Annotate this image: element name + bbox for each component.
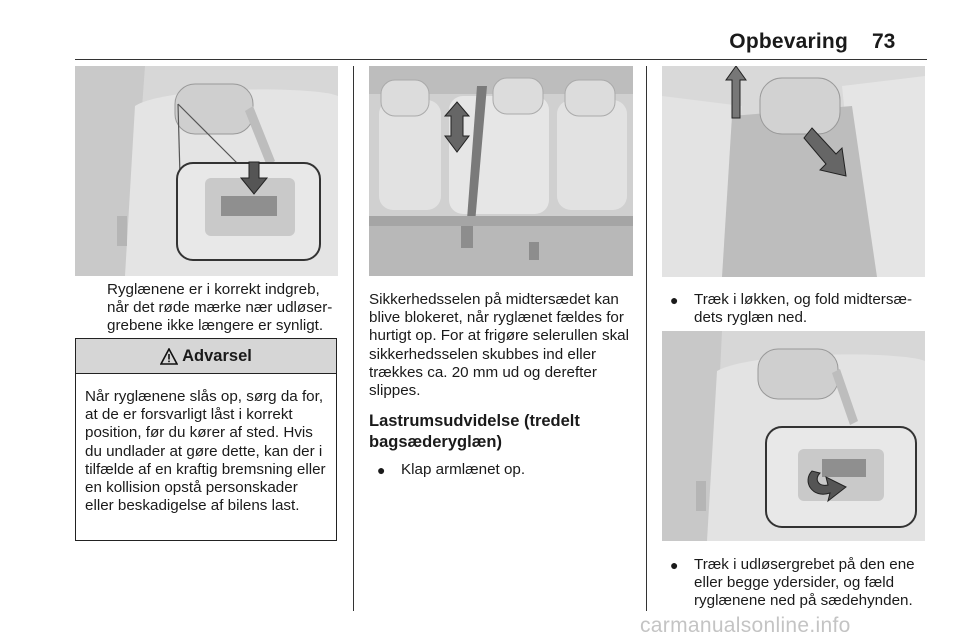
warning-heading: Advarsel (182, 346, 252, 365)
watermark: carmanualsonline.info (640, 614, 851, 637)
bullet-text: Træk i løkken, og fold midtersædets ryglæn ned. (694, 291, 913, 327)
bullet-release-outer-backrests (670, 556, 926, 611)
figure-center-seatbelt (369, 66, 633, 276)
warning-box (75, 338, 337, 541)
figure-center-backrest-fold (662, 66, 925, 277)
bullet-fold-center-backrest (670, 291, 926, 327)
bullet-text: Klap armlænet op. (401, 461, 526, 478)
bullet-fold-armrest (377, 461, 637, 479)
figure-release-lever (662, 331, 925, 541)
page-number: 73 (872, 30, 896, 53)
warning-triangle-icon (160, 348, 178, 365)
column-divider-left (353, 66, 354, 611)
bullet-text: Træk i udløsergrebet på den ene eller begge ydersider, og fæld ryglænene ned på sædehynden. (694, 556, 915, 610)
bullet-dot-icon: ● (670, 557, 679, 573)
figure-seat-latch-indicator (75, 66, 338, 276)
page-section-title: Opbevaring (729, 30, 848, 53)
column-divider-right (646, 66, 647, 611)
warning-header (76, 339, 336, 374)
section-heading: Lastrumsudvidelse (tredelt bagsæderyglæn) (369, 412, 580, 451)
seatbelt-instruction: Sikkerhedsselen på midtersædet kan blive blokeret, når ryglænet fældes for hurtigt op. For at frigøre selerullen skal sikkerhedsselen skubbes ind eller trækkes ca. 20 mm ud og derefter slippes. (369, 291, 629, 400)
warning-text: Når ryglænene slås op, sørg da for, at de er forsvarligt låst i korrekt position, før du kører af sted. Hvis du undlader at gøre dette, kan der i tilfælde af en kraftig bremsning eller en kollision opstå personskader eller beskadigelse af bilens last. (85, 388, 326, 515)
header-rule (75, 59, 927, 60)
bullet-dot-icon: ● (670, 292, 679, 308)
figure-caption: Ryglænene er i korrekt indgreb, når det røde mærke nær udløsergrebene ikke længere er synligt. (107, 281, 333, 335)
bullet-dot-icon: ● (377, 462, 386, 478)
